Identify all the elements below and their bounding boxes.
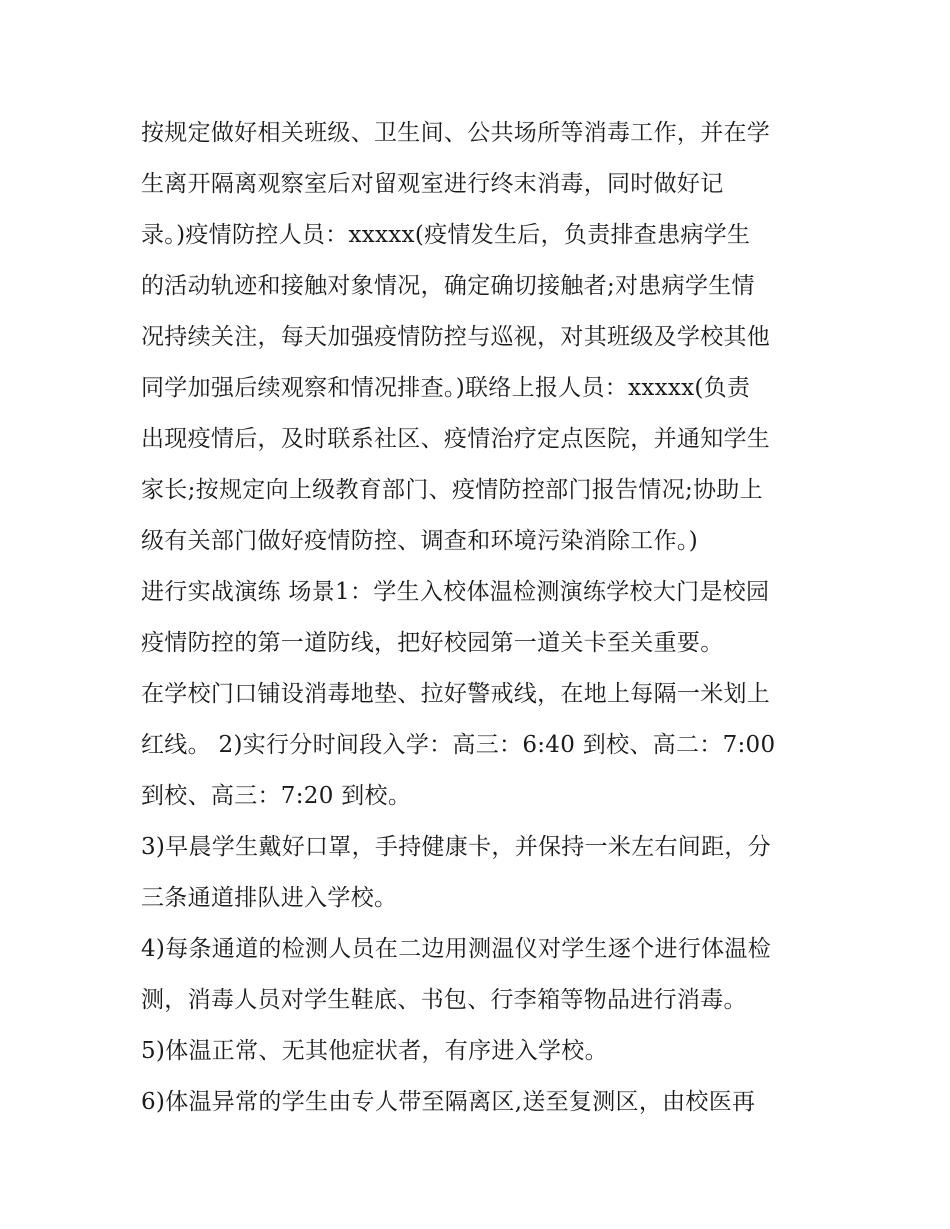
text-line: 疫情防控的第一道防线，把好校园第一道关卡至关重要。 (141, 630, 724, 656)
text-line: 的活动轨迹和接触对象情况，确定确切接触者;对患病学生情 (141, 273, 755, 299)
text-line: 家长;按规定向上级教育部门、疫情防控部门报告情况;协助上 (141, 477, 763, 503)
body-text (141, 108, 831, 1128)
text-line: 生离开隔离观察室后对留观室进行终末消毒，同时做好记 (141, 171, 724, 197)
text-line: 况持续关注，每天加强疫情防控与巡视，对其班级及学校其他 (141, 324, 771, 350)
text-line: 进行实战演练 场景1：学生入校体温检测演练学校大门是校园 (141, 579, 770, 605)
text-line: 按规定做好相关班级、卫生间、公共场所等消毒工作，并在学 (141, 120, 771, 146)
text-line: 三条通道排队进入学校。 (141, 885, 398, 911)
text-line: 到校、高三：7:20 到校。 (141, 783, 412, 809)
text-line: 红线。 2)实行分时间段入学：高三：6:40 到校、高二：7:00 (141, 732, 776, 758)
text-line: 5)体温正常、无其他症状者，有序进入学校。 (141, 1038, 608, 1064)
text-line: 4)每条通道的检测人员在二边用测温仪对学生逐个进行体温检 (141, 936, 772, 962)
text-line: 级有关部门做好疫情防控、调查和环境污染消除工作。) (141, 528, 698, 554)
text-line: 6)体温异常的学生由专人带至隔离区,送至复测区，由校医再 (141, 1089, 756, 1115)
text-line: 3)早晨学生戴好口罩，手持健康卡，并保持一米左右间距，分 (141, 834, 772, 860)
text-line: 同学加强后续观察和情况排查。)联络上报人员：xxxxx(负责 (141, 375, 751, 401)
text-line: 录。)疫情防控人员：xxxxx(疫情发生后，负责排查患病学生 (141, 222, 751, 248)
text-line: 出现疫情后，及时联系社区、疫情治疗定点医院，并通知学生 (141, 426, 771, 452)
text-line: 测，消毒人员对学生鞋底、书包、行李箱等物品进行消毒。 (141, 987, 747, 1013)
text-line: 在学校门口铺设消毒地垫、拉好警戒线，在地上每隔一米划上 (141, 681, 771, 707)
